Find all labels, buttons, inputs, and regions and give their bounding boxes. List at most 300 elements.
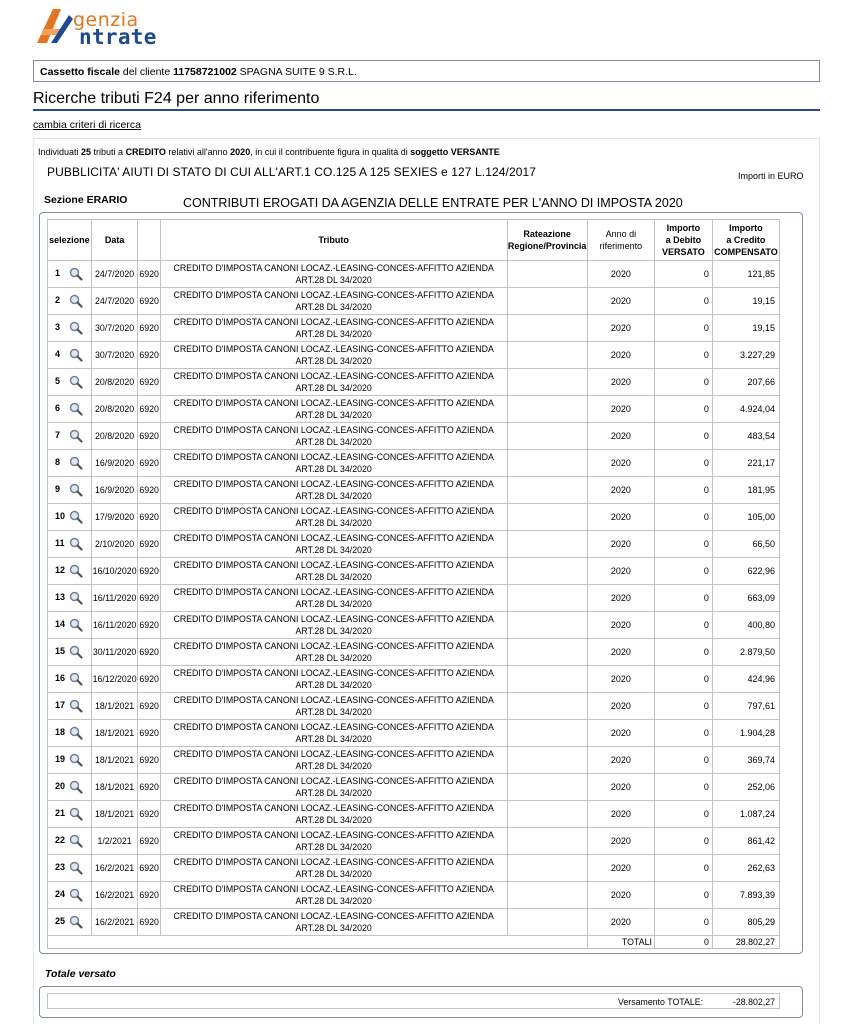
summary-text: , in cui il contribuente figura in qualità di: [250, 147, 411, 157]
row-anno: 2020: [587, 315, 654, 342]
row-credito: 4.924,04: [712, 396, 779, 423]
header-text: Regione/Provincia: [507, 241, 587, 251]
row-rateazione: [507, 693, 587, 720]
row-debito: 0: [654, 720, 712, 747]
magnifier-icon[interactable]: [69, 591, 83, 605]
row-code: 6920: [138, 639, 160, 666]
header-text: Rateazione: [523, 229, 571, 239]
row-rateazione: [507, 477, 587, 504]
table-row: [48, 828, 780, 855]
row-date: 16/12/2020: [91, 666, 138, 693]
magnifier-icon[interactable]: [69, 780, 83, 794]
magnifier-icon[interactable]: [69, 537, 83, 551]
tributo-line2: ART.28 DL 34/2020: [295, 437, 372, 447]
tributo-line2: ART.28 DL 34/2020: [295, 356, 372, 366]
row-number: 3: [55, 322, 61, 333]
table-row: [48, 531, 780, 558]
row-date: 17/9/2020: [91, 504, 138, 531]
tributo-line2: ART.28 DL 34/2020: [295, 599, 372, 609]
header-text: Importo: [666, 223, 701, 233]
row-selector: [48, 423, 92, 450]
row-selector: [48, 558, 92, 585]
row-date: 30/7/2020: [91, 315, 138, 342]
row-date: 20/8/2020: [91, 423, 138, 450]
row-credito: 622,96: [712, 558, 779, 585]
table-row: [48, 801, 780, 828]
row-anno: 2020: [587, 342, 654, 369]
row-anno: 2020: [587, 477, 654, 504]
row-code: 6920: [138, 801, 160, 828]
row-selector: [48, 396, 92, 423]
row-code: 6920: [138, 315, 160, 342]
tributo-line2: ART.28 DL 34/2020: [295, 518, 372, 528]
row-selector: [48, 747, 92, 774]
row-selector: [48, 342, 92, 369]
results-summary: [38, 147, 500, 157]
row-date: 18/1/2021: [91, 747, 138, 774]
tributo-line1: CREDITO D'IMPOSTA CANONI LOCAZ.-LEASING-CONCES-AFFITTO AZIENDA: [173, 614, 494, 624]
magnifier-icon[interactable]: [69, 348, 83, 362]
row-credito: 121,85: [712, 261, 779, 288]
row-tributo: [160, 666, 507, 693]
row-date: 16/2/2021: [91, 882, 138, 909]
row-number: 17: [55, 700, 66, 711]
magnifier-icon[interactable]: [69, 699, 83, 713]
row-number: 4: [55, 349, 61, 360]
row-debito: 0: [654, 477, 712, 504]
row-rateazione: [507, 747, 587, 774]
row-rateazione: [507, 855, 587, 882]
table-row: [48, 639, 780, 666]
row-code: 6920: [138, 396, 160, 423]
row-rateazione: [507, 261, 587, 288]
row-tributo: [160, 423, 507, 450]
tributo-line2: ART.28 DL 34/2020: [295, 869, 372, 879]
tributo-line2: ART.28 DL 34/2020: [295, 545, 372, 555]
row-credito: 400,80: [712, 612, 779, 639]
title-divider: [33, 109, 820, 111]
col-header-credito: [712, 220, 779, 261]
tributo-line2: ART.28 DL 34/2020: [295, 788, 372, 798]
row-anno: 2020: [587, 747, 654, 774]
row-date: 16/10/2020: [91, 558, 138, 585]
tributo-line2: ART.28 DL 34/2020: [295, 896, 372, 906]
row-anno: 2020: [587, 666, 654, 693]
header-text: Anno di: [605, 229, 637, 239]
row-number: 25: [55, 916, 66, 927]
tributi-table: [47, 219, 780, 949]
row-rateazione: [507, 801, 587, 828]
tributo-line2: ART.28 DL 34/2020: [295, 815, 372, 825]
row-code: 6920: [138, 504, 160, 531]
row-credito: 483,54: [712, 423, 779, 450]
magnifier-icon[interactable]: [69, 726, 83, 740]
header-text: riferimento: [599, 241, 643, 251]
tributo-line2: ART.28 DL 34/2020: [295, 653, 372, 663]
magnifier-icon[interactable]: [69, 915, 83, 929]
row-debito: 0: [654, 288, 712, 315]
row-code: 6920: [138, 288, 160, 315]
row-debito: 0: [654, 369, 712, 396]
summary-subject: soggetto VERSANTE: [410, 147, 500, 157]
row-debito: 0: [654, 396, 712, 423]
table-row: [48, 612, 780, 639]
row-code: 6920: [138, 828, 160, 855]
row-credito: 3.227,29: [712, 342, 779, 369]
row-number: 16: [55, 673, 66, 684]
row-number: 14: [55, 619, 66, 630]
row-debito: 0: [654, 531, 712, 558]
row-code: 6920: [138, 666, 160, 693]
table-row: [48, 855, 780, 882]
row-debito: 0: [654, 774, 712, 801]
row-credito: 1.904,28: [712, 720, 779, 747]
magnifier-icon[interactable]: [69, 456, 83, 470]
magnifier-icon[interactable]: [69, 429, 83, 443]
row-credito: 262,63: [712, 855, 779, 882]
row-rateazione: [507, 396, 587, 423]
row-date: 24/7/2020: [91, 288, 138, 315]
totals-debito: 0: [654, 936, 712, 949]
row-code: 6920: [138, 882, 160, 909]
row-selector: [48, 612, 92, 639]
row-anno: 2020: [587, 423, 654, 450]
row-date: 16/11/2020: [91, 585, 138, 612]
currency-note: Importi in EURO: [738, 171, 804, 181]
tributo-line1: CREDITO D'IMPOSTA CANONI LOCAZ.-LEASING-CONCES-AFFITTO AZIENDA: [173, 668, 494, 678]
row-credito: 369,74: [712, 747, 779, 774]
row-debito: 0: [654, 612, 712, 639]
row-rateazione: [507, 909, 587, 936]
row-selector: [48, 585, 92, 612]
magnifier-icon[interactable]: [69, 564, 83, 578]
row-tributo: [160, 261, 507, 288]
tributo-line1: CREDITO D'IMPOSTA CANONI LOCAZ.-LEASING-CONCES-AFFITTO AZIENDA: [173, 371, 494, 381]
tributo-line2: ART.28 DL 34/2020: [295, 572, 372, 582]
tributo-line2: ART.28 DL 34/2020: [295, 275, 372, 285]
row-debito: 0: [654, 909, 712, 936]
row-tributo: [160, 315, 507, 342]
summary-text: relativi all'anno: [165, 147, 231, 157]
row-tributo: [160, 612, 507, 639]
table-row: [48, 315, 780, 342]
tributo-line1: CREDITO D'IMPOSTA CANONI LOCAZ.-LEASING-CONCES-AFFITTO AZIENDA: [173, 587, 494, 597]
contributions-title: CONTRIBUTI EROGATI DA AGENZIA DELLE ENTRATE PER L'ANNO DI IMPOSTA 2020: [183, 196, 683, 210]
col-header-codice: [138, 220, 160, 261]
row-code: 6920: [138, 909, 160, 936]
row-code: 6920: [138, 450, 160, 477]
table-row: [48, 261, 780, 288]
table-row: [48, 585, 780, 612]
row-number: 2: [55, 295, 61, 306]
summary-text: tributi a: [91, 147, 126, 157]
row-anno: 2020: [587, 396, 654, 423]
row-tributo: [160, 450, 507, 477]
tributo-line2: ART.28 DL 34/2020: [295, 680, 372, 690]
row-tributo: [160, 342, 507, 369]
row-credito: 2.879,50: [712, 639, 779, 666]
tributo-line2: ART.28 DL 34/2020: [295, 707, 372, 717]
row-credito: 105,00: [712, 504, 779, 531]
row-credito: 805,29: [712, 909, 779, 936]
change-search-criteria-link[interactable]: cambia criteri di ricerca: [33, 119, 141, 131]
del-cliente-text: del cliente: [122, 66, 171, 78]
row-number: 12: [55, 565, 66, 576]
tributo-line1: CREDITO D'IMPOSTA CANONI LOCAZ.-LEASING-CONCES-AFFITTO AZIENDA: [173, 857, 494, 867]
row-debito: 0: [654, 342, 712, 369]
row-number: 10: [55, 511, 66, 522]
row-code: 6920: [138, 342, 160, 369]
row-selector: [48, 450, 92, 477]
row-debito: 0: [654, 423, 712, 450]
tributo-line1: CREDITO D'IMPOSTA CANONI LOCAZ.-LEASING-CONCES-AFFITTO AZIENDA: [173, 695, 494, 705]
row-rateazione: [507, 666, 587, 693]
row-anno: 2020: [587, 369, 654, 396]
row-selector: [48, 477, 92, 504]
row-rateazione: [507, 774, 587, 801]
row-number: 11: [55, 538, 65, 549]
row-selector: [48, 774, 92, 801]
tributo-line2: ART.28 DL 34/2020: [295, 923, 372, 933]
row-number: 6: [55, 403, 61, 414]
row-number: 19: [55, 754, 66, 765]
row-credito: 181,95: [712, 477, 779, 504]
row-date: 18/1/2021: [91, 801, 138, 828]
row-debito: 0: [654, 801, 712, 828]
row-anno: 2020: [587, 585, 654, 612]
row-selector: [48, 828, 92, 855]
row-number: 1: [55, 268, 61, 279]
row-anno: 2020: [587, 612, 654, 639]
row-tributo: [160, 531, 507, 558]
tributo-line2: ART.28 DL 34/2020: [295, 464, 372, 474]
page-title: Ricerche tributi F24 per anno riferimento: [33, 90, 320, 107]
row-number: 22: [55, 835, 66, 846]
tributo-line1: CREDITO D'IMPOSTA CANONI LOCAZ.-LEASING-CONCES-AFFITTO AZIENDA: [173, 452, 494, 462]
magnifier-icon[interactable]: [69, 834, 83, 848]
totals-spacer: [48, 936, 588, 949]
row-credito: 221,17: [712, 450, 779, 477]
summary-count: 25: [81, 147, 92, 157]
row-rateazione: [507, 531, 587, 558]
tributo-line2: ART.28 DL 34/2020: [295, 302, 372, 312]
row-rateazione: [507, 612, 587, 639]
tributo-line1: CREDITO D'IMPOSTA CANONI LOCAZ.-LEASING-CONCES-AFFITTO AZIENDA: [173, 344, 494, 354]
row-anno: 2020: [587, 504, 654, 531]
table-row: [48, 747, 780, 774]
tributo-line1: CREDITO D'IMPOSTA CANONI LOCAZ.-LEASING-CONCES-AFFITTO AZIENDA: [173, 290, 494, 300]
row-date: 20/8/2020: [91, 369, 138, 396]
tributo-line2: ART.28 DL 34/2020: [295, 383, 372, 393]
row-anno: 2020: [587, 720, 654, 747]
tributo-line1: CREDITO D'IMPOSTA CANONI LOCAZ.-LEASING-CONCES-AFFITTO AZIENDA: [173, 317, 494, 327]
col-header-tributo: Tributo: [160, 220, 507, 261]
row-credito: 861,42: [712, 828, 779, 855]
row-anno: 2020: [587, 288, 654, 315]
row-date: 20/8/2020: [91, 396, 138, 423]
tributo-line1: CREDITO D'IMPOSTA CANONI LOCAZ.-LEASING-CONCES-AFFITTO AZIENDA: [173, 479, 494, 489]
row-debito: 0: [654, 261, 712, 288]
row-anno: 2020: [587, 855, 654, 882]
table-row: [48, 477, 780, 504]
row-anno: 2020: [587, 261, 654, 288]
header-text: Importo: [729, 223, 763, 233]
row-selector: [48, 720, 92, 747]
logo-line1: genzia: [73, 9, 139, 31]
tributo-line2: ART.28 DL 34/2020: [295, 842, 372, 852]
row-tributo: [160, 288, 507, 315]
row-selector: [48, 504, 92, 531]
row-date: 30/7/2020: [91, 342, 138, 369]
row-rateazione: [507, 828, 587, 855]
magnifier-icon[interactable]: [69, 672, 83, 686]
tributo-line2: ART.28 DL 34/2020: [295, 410, 372, 420]
magnifier-icon[interactable]: [69, 510, 83, 524]
row-date: 16/2/2021: [91, 855, 138, 882]
row-number: 18: [55, 727, 66, 738]
row-number: 9: [55, 484, 61, 495]
table-row: [48, 720, 780, 747]
row-date: 1/2/2021: [91, 828, 138, 855]
table-row: [48, 558, 780, 585]
row-tributo: [160, 693, 507, 720]
row-date: 16/9/2020: [91, 477, 138, 504]
row-rateazione: [507, 585, 587, 612]
row-tributo: [160, 828, 507, 855]
row-anno: 2020: [587, 450, 654, 477]
tributo-line1: CREDITO D'IMPOSTA CANONI LOCAZ.-LEASING-CONCES-AFFITTO AZIENDA: [173, 506, 494, 516]
row-anno: 2020: [587, 774, 654, 801]
logo-line2: ntrate: [79, 25, 157, 49]
row-rateazione: [507, 720, 587, 747]
row-rateazione: [507, 369, 587, 396]
tributo-line1: CREDITO D'IMPOSTA CANONI LOCAZ.-LEASING-CONCES-AFFITTO AZIENDA: [173, 263, 494, 273]
header-text: a Debito: [665, 235, 702, 245]
client-header: [33, 60, 820, 82]
row-tributo: [160, 774, 507, 801]
magnifier-icon[interactable]: [69, 321, 83, 335]
row-debito: 0: [654, 639, 712, 666]
row-tributo: [160, 855, 507, 882]
row-number: 20: [55, 781, 66, 792]
row-rateazione: [507, 882, 587, 909]
tributo-line1: CREDITO D'IMPOSTA CANONI LOCAZ.-LEASING-CONCES-AFFITTO AZIENDA: [173, 641, 494, 651]
header-text: VERSATO: [662, 247, 705, 257]
row-date: 16/2/2021: [91, 909, 138, 936]
header-text: COMPENSATO: [714, 247, 778, 257]
row-credito: 7.893,39: [712, 882, 779, 909]
col-header-rateazione: [507, 220, 587, 261]
magnifier-icon[interactable]: [69, 618, 83, 632]
magnifier-icon[interactable]: [69, 807, 83, 821]
row-credito: 797,61: [712, 693, 779, 720]
tributo-line1: CREDITO D'IMPOSTA CANONI LOCAZ.-LEASING-CONCES-AFFITTO AZIENDA: [173, 398, 494, 408]
row-rateazione: [507, 342, 587, 369]
row-rateazione: [507, 504, 587, 531]
table-row: [48, 504, 780, 531]
row-debito: 0: [654, 450, 712, 477]
tributo-line1: CREDITO D'IMPOSTA CANONI LOCAZ.-LEASING-CONCES-AFFITTO AZIENDA: [173, 911, 494, 921]
totals-row: [48, 936, 780, 949]
row-debito: 0: [654, 504, 712, 531]
row-tributo: [160, 504, 507, 531]
row-credito: 1.087,24: [712, 801, 779, 828]
row-code: 6920: [138, 774, 160, 801]
row-credito: 19,15: [712, 315, 779, 342]
row-code: 6920: [138, 531, 160, 558]
row-anno: 2020: [587, 531, 654, 558]
row-selector: [48, 882, 92, 909]
magnifier-icon[interactable]: [69, 483, 83, 497]
row-selector: [48, 666, 92, 693]
row-number: 7: [55, 430, 61, 441]
row-selector: [48, 261, 92, 288]
summary-type: CREDITO: [125, 147, 166, 157]
row-selector: [48, 369, 92, 396]
col-header-debito: [654, 220, 712, 261]
row-tributo: [160, 801, 507, 828]
magnifier-icon[interactable]: [69, 861, 83, 875]
table-row: [48, 396, 780, 423]
magnifier-icon[interactable]: [69, 294, 83, 308]
row-date: 30/11/2020: [91, 639, 138, 666]
versamento-value: -28.802,27: [732, 997, 775, 1007]
row-number: 5: [55, 376, 61, 387]
tributo-line2: ART.28 DL 34/2020: [295, 329, 372, 339]
row-tributo: [160, 477, 507, 504]
tributo-line1: CREDITO D'IMPOSTA CANONI LOCAZ.-LEASING-CONCES-AFFITTO AZIENDA: [173, 425, 494, 435]
row-date: 24/7/2020: [91, 261, 138, 288]
row-date: 18/1/2021: [91, 774, 138, 801]
row-rateazione: [507, 558, 587, 585]
row-date: 2/10/2020: [91, 531, 138, 558]
agenzia-entrate-logo: [33, 3, 173, 47]
magnifier-icon[interactable]: [69, 267, 83, 281]
row-code: 6920: [138, 612, 160, 639]
table-row: [48, 450, 780, 477]
row-anno: 2020: [587, 801, 654, 828]
row-code: 6920: [138, 423, 160, 450]
tributo-line1: CREDITO D'IMPOSTA CANONI LOCAZ.-LEASING-CONCES-AFFITTO AZIENDA: [173, 560, 494, 570]
row-debito: 0: [654, 666, 712, 693]
header-text: a Credito: [726, 235, 766, 245]
client-code: 11758721002: [173, 66, 237, 78]
row-rateazione: [507, 450, 587, 477]
row-debito: 0: [654, 855, 712, 882]
magnifier-icon[interactable]: [69, 645, 83, 659]
table-row: [48, 693, 780, 720]
table-row: [48, 369, 780, 396]
tributo-line1: CREDITO D'IMPOSTA CANONI LOCAZ.-LEASING-CONCES-AFFITTO AZIENDA: [173, 749, 494, 759]
row-credito: 252,06: [712, 774, 779, 801]
row-tributo: [160, 747, 507, 774]
row-tributo: [160, 720, 507, 747]
row-number: 24: [55, 889, 66, 900]
tributo-line2: ART.28 DL 34/2020: [295, 491, 372, 501]
magnifier-icon[interactable]: [69, 375, 83, 389]
row-anno: 2020: [587, 693, 654, 720]
row-number: 8: [55, 457, 61, 468]
row-anno: 2020: [587, 882, 654, 909]
magnifier-icon[interactable]: [69, 402, 83, 416]
row-date: 18/1/2021: [91, 720, 138, 747]
magnifier-icon[interactable]: [69, 888, 83, 902]
row-number: 23: [55, 862, 66, 873]
magnifier-icon[interactable]: [69, 753, 83, 767]
row-code: 6920: [138, 855, 160, 882]
row-credito: 424,96: [712, 666, 779, 693]
state-aid-title: PUBBLICITA' AIUTI DI STATO DI CUI ALL'ART.1 CO.125 A 125 SEXIES e 127 L.124/2017: [47, 165, 537, 179]
